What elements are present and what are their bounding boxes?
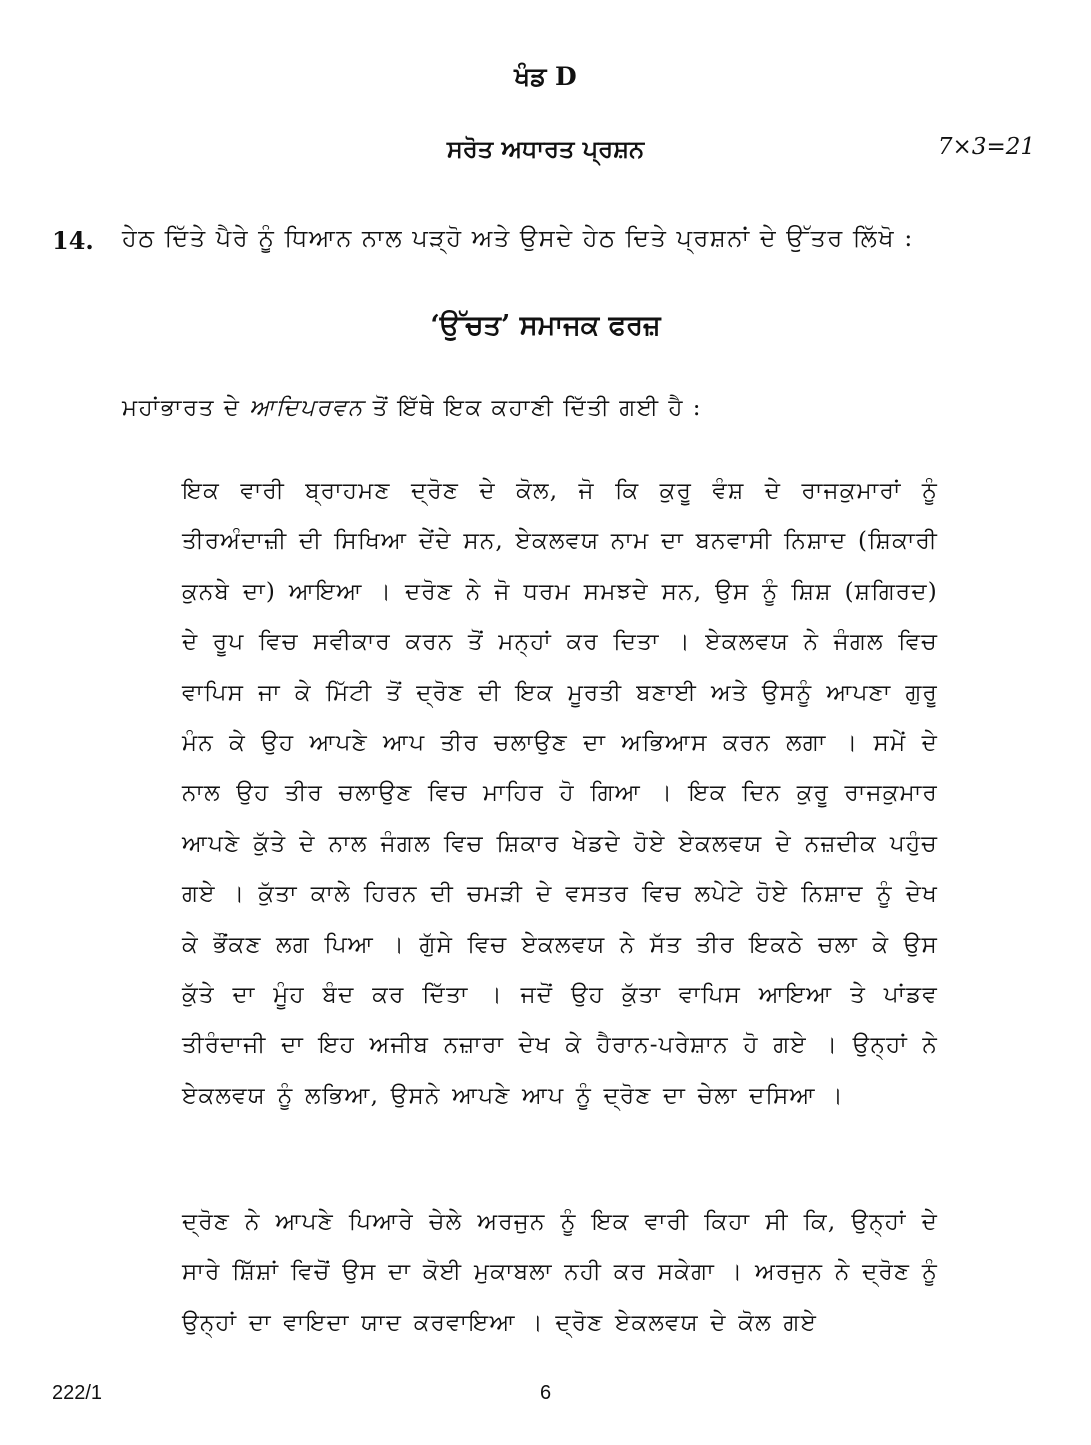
question-number: 14. <box>52 226 94 255</box>
passage-paragraph-1: ਇਕ ਵਾਰੀ ਬ੍ਰਾਹਮਣ ਦ੍ਰੋਣ ਦੇ ਕੋਲ, ਜੋ ਕਿ ਕੁਰੂ ਵੰਸ਼ ਦੇ ਰਾਜਕੁਮਾਰਾਂ ਨੂੰ ਤੀਰਅੰਦਾਜ਼ੀ ਦੀ ਸਿਖਿਆ ਦੇਂਦੇ ਸਨ, ਏਕਲਵਯ ਨਾਮ ਦਾ ਬਨਵਾਸੀ ਨਿਸ਼ਾਦ (ਸ਼ਿਕਾਰੀ ਕੁਨਬੇ ਦਾ) ਆਇਆ । ਦਰੋਣ ਨੇ ਜੋ ਧਰਮ ਸਮਝਦੇ ਸਨ, ਉਸ ਨੂੰ ਸ਼ਿਸ਼ (ਸ਼ਗਿਰਦ) ਦੇ ਰੂਪ ਵਿਚ ਸਵੀਕਾਰ ਕਰਨ ਤੋਂ ਮਨ੍ਹਾਂ ਕਰ ਦਿਤਾ । ਏਕਲਵਯ ਨੇ ਜੰਗਲ ਵਿਚ ਵਾਪਿਸ ਜਾ ਕੇ ਮਿੱਟੀ ਤੋਂ ਦ੍ਰੋਣ ਦੀ ਇਕ ਮੂਰਤੀ ਬਣਾਈ ਅਤੇ ਉਸਨੂੰ ਆਪਣਾ ਗੁਰੂ ਮੰਨ ਕੇ ਉਹ ਆਪਣੇ ਆਪ ਤੀਰ ਚਲਾਉਣ ਦਾ ਅਭਿਆਸ ਕਰਨ ਲਗਾ । ਸਮੇਂ ਦੇ ਨਾਲ ਉਹ ਤੀਰ ਚਲਾਉਣ ਵਿਚ ਮਾਹਿਰ ਹੋ ਗਿਆ । ਇਕ ਦਿਨ ਕੁਰੂ ਰਾਜਕੁਮਾਰ ਆਪਣੇ ਕੁੱਤੇ ਦੇ ਨਾਲ ਜੰਗਲ ਵਿਚ ਸ਼ਿਕਾਰ ਖੇਡਦੇ ਹੋਏ ਏਕਲਵਯ ਦੇ ਨਜ਼ਦੀਕ ਪਹੁੰਚ ਗਏ । ਕੁੱਤਾ ਕਾਲੇ ਹਿਰਨ ਦੀ ਚਮੜੀ ਦੇ ਵਸਤਰ ਵਿਚ ਲਪੇਟੇ ਹੋਏ ਨਿਸ਼ਾਦ ਨੂੰ ਦੇਖ ਕੇ ਭੌਂਕਣ ਲਗ ਪਿਆ । ਗੁੱਸੇ ਵਿਚ ਏਕਲਵਯ ਨੇ ਸੱਤ ਤੀਰ ਇਕਠੇ ਚਲਾ ਕੇ ਉਸ ਕੁੱਤੇ ਦਾ ਮੂੰਹ ਬੰਦ ਕਰ ਦਿੱਤਾ । ਜਦੋਂ ਉਹ ਕੁੱਤਾ ਵਾਪਿਸ ਆਇਆ ਤੇ ਪਾਂਡਵ ਤੀਰੰਦਾਜੀ ਦਾ ਇਹ ਅਜੀਬ ਨਜ਼ਾਰਾ ਦੇਖ ਕੇ ਹੈਰਾਨ-ਪਰੇਸ਼ਾਨ ਹੋ ਗਏ । ਉਨ੍ਹਾਂ ਨੇ ਏਕਲਵਯ ਨੂੰ ਲਭਿਆ, ਉਸਨੇ ਆਪਣੇ ਆਪ ਨੂੰ ਦ੍ਰੋਣ ਦਾ ਚੇਲਾ ਦਸਿਆ । <box>182 478 938 1109</box>
footer-paper-code: 222/1 <box>52 1382 103 1404</box>
passage-title: ‘ਉੱਚਤ’ ਸਮਾਜਕ ਫਰਜ਼ <box>430 310 661 341</box>
intro-text-before: ਮਹਾਂਭਾਰਤ ਦੇ <box>122 395 250 421</box>
passage-intro <box>122 395 1035 421</box>
passage-paragraph-2: ਦ੍ਰੋਣ ਨੇ ਆਪਣੇ ਪਿਆਰੇ ਚੇਲੇ ਅਰਜੁਨ ਨੂੰ ਇਕ ਵਾਰੀ ਕਿਹਾ ਸੀ ਕਿ, ਉਨ੍ਹਾਂ ਦੇ ਸਾਰੇ ਸ਼ਿੱਸ਼ਾਂ ਵਿਚੋਂ ਉਸ ਦਾ ਕੋਈ ਮੁਕਾਬਲਾ ਨਹੀ ਕਰ ਸਕੇਗਾ । ਅਰਜੁਨ ਨੇ ਦ੍ਰੋਣ ਨੂੰ ਉਨ੍ਹਾਂ ਦਾ ਵਾਇਦਾ ਯਾਦ ਕਰਵਾਇਆ । ਦ੍ਰੋਣ ਏਕਲਵਯ ਦੇ ਕੋਲ ਗਏ <box>182 1209 938 1336</box>
section-subheading: ਸਰੋਤ ਅਧਾਰਤ ਪ੍ਰਸ਼ਨ <box>446 134 645 163</box>
section-heading: ਖੰਡ D <box>514 62 577 91</box>
intro-text-after: ਤੋਂ ਇੱਥੇ ਇਕ ਕਹਾਣੀ ਦਿੱਤੀ ਗਈ ਹੈ : <box>363 395 703 421</box>
intro-italic-term: ਆਦਿਪਰਵਨ <box>249 395 364 421</box>
marks-allocation: 7×3=21 <box>937 134 1035 160</box>
question-instruction: ਹੇਠ ਦਿੱਤੇ ਪੈਰੇ ਨੂੰ ਧਿਆਨ ਨਾਲ ਪੜ੍ਹੋ ਅਤੇ ਉਸਦੇ ਹੇਠ ਦਿਤੇ ਪ੍ਰਸ਼ਨਾਂ ਦੇ ਉੱਤਰ ਲਿੱਖੋ : <box>122 224 914 252</box>
footer-page-number: 6 <box>539 1382 552 1404</box>
